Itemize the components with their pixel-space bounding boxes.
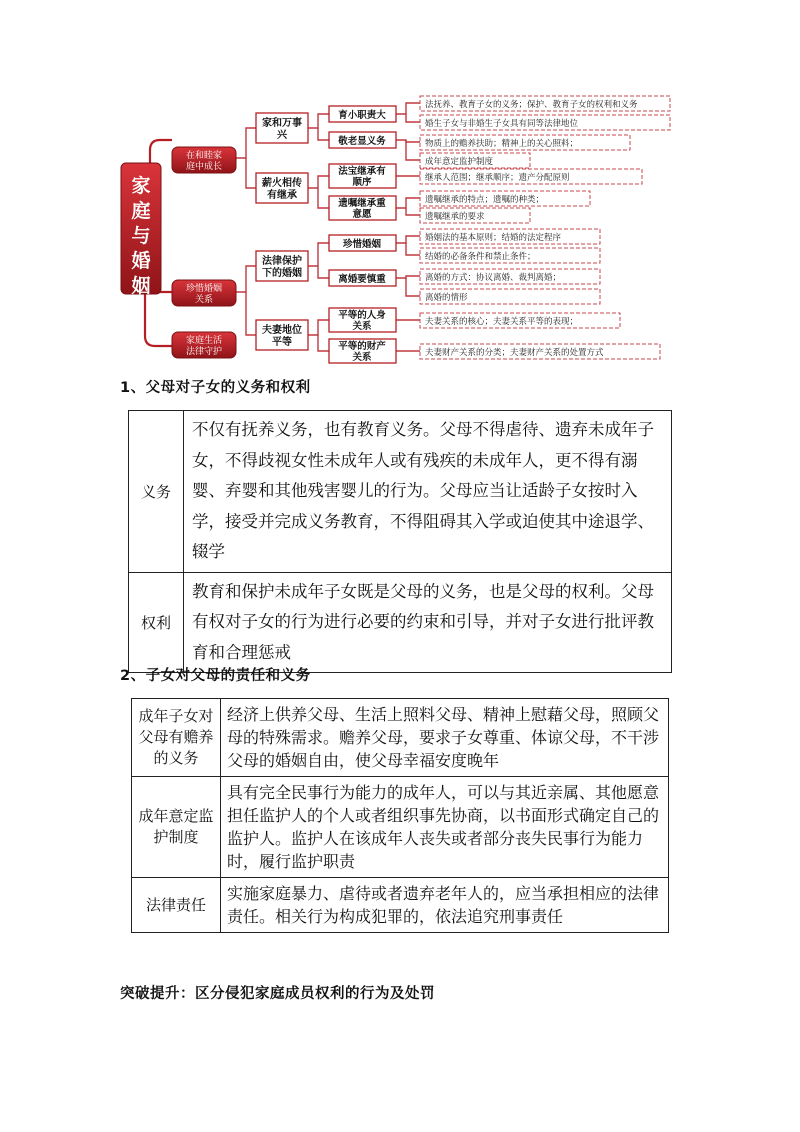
level2-node <box>256 251 308 281</box>
table-row <box>132 777 669 878</box>
level4-node <box>420 115 670 130</box>
level2-label: 兴 <box>277 130 287 141</box>
root-char: 姻 <box>131 275 151 297</box>
level3-label: 平等的人身 <box>338 310 386 321</box>
level4-node <box>420 191 590 206</box>
level4-node <box>420 96 670 111</box>
level1-node <box>172 280 236 306</box>
row-label: 权利 <box>129 572 184 673</box>
level3-label: 平等的财产 <box>338 341 386 352</box>
section1-heading: 1、父母对子女的义务和权利 <box>120 380 311 396</box>
level3-label: 顺序 <box>352 177 372 188</box>
level2-node <box>256 113 308 143</box>
level4-nodes <box>420 96 670 359</box>
level4-label: 婚姻法的基本原则；结婚的法定程序 <box>425 233 562 243</box>
level1-label-line1: 家庭生活 <box>185 336 223 346</box>
table-row <box>132 878 669 933</box>
level3-node <box>329 106 396 122</box>
level3-node <box>329 235 396 251</box>
level3-label: 关系 <box>352 352 372 363</box>
level2-label: 平等 <box>272 337 292 348</box>
row-text: 不仅有抚养义务，也有教育义务。父母不得虐待、遗弃未成年子女，不得歧视女性未成年人或有残疾的未成年人，更不得有溺婴、弃婴和其他残害婴儿的行为。父母应当让适龄子女按时入学，接受并完成义务教育，不得阻碍其入学或迫使其中途退学、辍学 <box>184 411 672 573</box>
level4-label: 遗嘱继承的要求 <box>425 212 485 222</box>
level1-label-line2: 法律守护 <box>185 347 223 357</box>
level2-label: 有继承 <box>267 190 297 201</box>
level4-label: 离婚的方式：协议离婚、裁判离婚； <box>425 273 562 283</box>
mind-map <box>0 0 800 372</box>
row-label: 成年子女对父母有赡养的义务 <box>132 699 221 777</box>
level4-label: 继承人范围；继承顺序；遗产分配原则 <box>425 173 570 183</box>
level3-node <box>329 339 396 363</box>
level4-node <box>420 269 600 284</box>
level3-node <box>329 164 396 188</box>
level1-node <box>172 147 236 173</box>
row-label: 法律责任 <box>132 878 221 933</box>
level4-node <box>420 135 630 150</box>
level1-label-line2: 庭中成长 <box>185 162 223 172</box>
level4-label: 婚生子女与非婚生子女具有同等法律地位 <box>425 119 579 129</box>
root-char: 家 <box>131 175 151 197</box>
level4-node <box>420 169 642 184</box>
table-row <box>129 572 672 673</box>
level1-node <box>172 332 236 358</box>
level3-label: 育小职责大 <box>338 110 386 121</box>
level1-label-line2: 关系 <box>194 295 214 305</box>
level3-label: 遗嘱继承重 <box>338 198 386 209</box>
row-label: 成年意定监护制度 <box>132 777 221 878</box>
level3-node <box>329 270 396 286</box>
row-text: 具有完全民事行为能力的成年人，可以与其近亲属、其他愿意担任监护人的个人或者组织事先协商，以书面形式确定自己的监护人。监护人在该成年人丧失或者部分丧失民事行为能力时，履行监护职责 <box>221 777 669 878</box>
level4-label: 夫妻财产关系的分类；夫妻财产关系的处置方式 <box>425 348 604 358</box>
mind-map-root <box>121 163 161 297</box>
level4-node <box>420 313 620 328</box>
level3-label: 意愿 <box>352 209 372 220</box>
row-text: 实施家庭暴力、虐待或者遗弃老年人的，应当承担相应的法律责任。相关行为构成犯罪的，依法追究刑事责任 <box>221 878 669 933</box>
level4-node <box>420 229 600 244</box>
table-row <box>129 411 672 573</box>
level4-node <box>420 289 600 304</box>
level4-label: 物质上的赡养扶助；精神上的关心照料； <box>425 139 579 149</box>
table-row <box>132 699 669 777</box>
root-label <box>130 174 150 297</box>
level3-node <box>329 196 396 220</box>
level3-label: 关系 <box>352 321 372 332</box>
level3-label: 敬老显义务 <box>338 136 386 147</box>
children-duties-table <box>131 698 669 933</box>
level4-node <box>420 248 600 263</box>
level4-label: 成年意定监护制度 <box>425 157 494 167</box>
level4-label: 夫妻关系的核心；夫妻关系平等的表现； <box>425 317 579 327</box>
row-text: 经济上供养父母、生活上照料父母、精神上慰藉父母，照顾父母的特殊需求。赡养父母，要求子女尊重、体谅父母，不干涉父母的婚姻自由，使父母幸福安度晚年 <box>221 699 669 777</box>
root-char: 与 <box>131 225 151 247</box>
section2-heading: 2、子女对父母的责任和义务 <box>120 668 311 684</box>
level4-label: 结婚的必备条件和禁止条件； <box>425 252 536 262</box>
level3-nodes <box>329 106 396 363</box>
level2-node <box>256 173 308 203</box>
row-label: 义务 <box>129 411 184 573</box>
parent-duties-table <box>128 410 672 673</box>
level1-label-line1: 在和睦家 <box>185 151 223 161</box>
level3-node <box>329 132 396 148</box>
level2-nodes <box>256 113 308 350</box>
level3-label: 珍惜婚姻 <box>342 239 382 250</box>
level3-node <box>329 308 396 332</box>
level4-label: 离婚的情形 <box>425 293 468 303</box>
level2-label: 家和万事 <box>262 118 302 129</box>
level4-node <box>420 208 530 223</box>
level4-label: 遗嘱继承的特点；遗嘱的种类； <box>425 195 545 205</box>
level2-label: 下的婚姻 <box>262 268 302 279</box>
section3-heading: 突破提升：区分侵犯家庭成员权利的行为及处罚 <box>120 986 435 1002</box>
level4-label: 法抚养、教育子女的义务；保护、教育子女的权利和义务 <box>425 100 638 110</box>
level2-label: 法律保护 <box>262 256 302 267</box>
level1-label-line1: 珍惜婚姻 <box>185 284 223 294</box>
level4-node <box>420 344 660 359</box>
level2-label: 夫妻地位 <box>262 325 302 336</box>
root-char: 婚 <box>131 250 151 272</box>
level3-label: 法宝继承有 <box>338 166 386 177</box>
level3-label: 离婚要慎重 <box>338 274 386 285</box>
level4-node <box>420 153 530 168</box>
root-char: 庭 <box>131 200 151 222</box>
level2-label: 薪火相传 <box>262 178 302 189</box>
row-text: 教育和保护未成年子女既是父母的义务，也是父母的权利。父母有权对子女的行为进行必要的约束和引导，并对子女进行批评教育和合理惩戒 <box>184 572 672 673</box>
level2-node <box>256 320 308 350</box>
